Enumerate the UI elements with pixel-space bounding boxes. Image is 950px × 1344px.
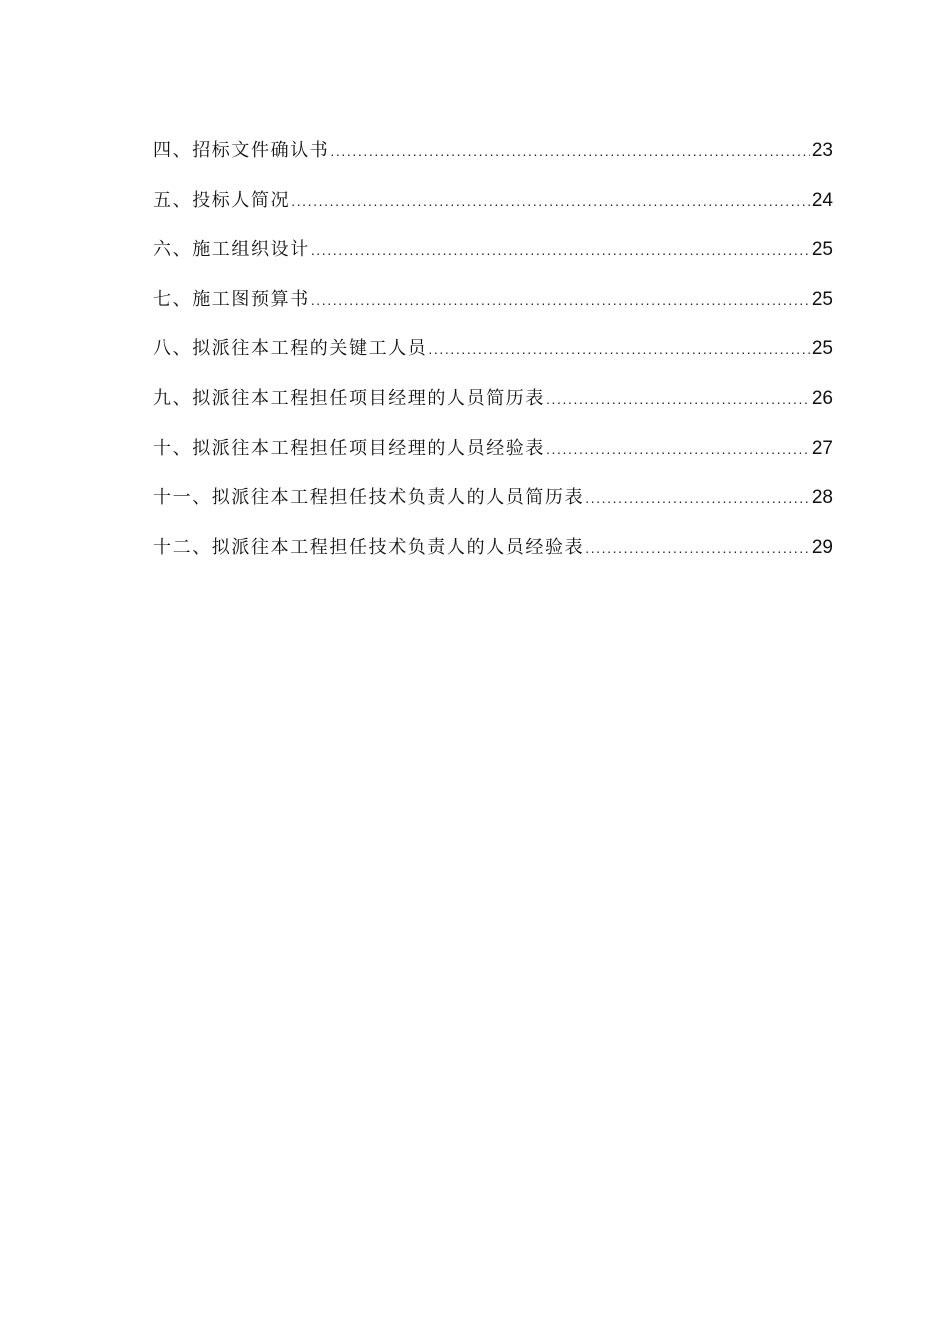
- toc-dot-leader: [311, 232, 810, 268]
- toc-dot-leader: [585, 480, 810, 516]
- toc-dot-leader: [546, 381, 810, 417]
- toc-page-number: 29: [811, 536, 833, 558]
- toc-page-number: 28: [811, 487, 833, 509]
- toc-entry-5[interactable]: [153, 183, 833, 233]
- toc-dot-leader: [330, 133, 809, 169]
- toc-entry-title: 五、投标人简况: [153, 189, 291, 211]
- toc-entry-11[interactable]: [153, 480, 833, 530]
- toc-entry-title: 七、施工图预算书: [153, 288, 310, 310]
- toc-page-number: 25: [811, 239, 833, 261]
- toc-entry-title: 九、拟派往本工程担任项目经理的人员简历表: [153, 387, 545, 409]
- table-of-contents: [153, 133, 833, 579]
- toc-entry-9[interactable]: [153, 381, 833, 431]
- toc-dot-leader: [428, 331, 809, 367]
- toc-entry-title: 十二、拟派往本工程担任技术负责人的人员经验表: [153, 536, 585, 558]
- toc-page-number: 27: [811, 437, 833, 459]
- toc-page-number: 25: [811, 338, 833, 360]
- toc-dot-leader: [311, 282, 810, 318]
- toc-entry-12[interactable]: [153, 530, 833, 580]
- toc-entry-6[interactable]: [153, 232, 833, 282]
- toc-entry-4[interactable]: [153, 133, 833, 183]
- toc-dot-leader: [291, 183, 810, 219]
- toc-page-number: 24: [811, 189, 833, 211]
- toc-dot-leader: [546, 431, 810, 467]
- toc-entry-title: 八、拟派往本工程的关键工人员: [153, 338, 428, 360]
- toc-entry-8[interactable]: [153, 331, 833, 381]
- toc-entry-title: 十一、拟派往本工程担任技术负责人的人员简历表: [153, 487, 585, 509]
- toc-page-number: 26: [811, 387, 833, 409]
- toc-entry-title: 四、招标文件确认书: [153, 140, 330, 161]
- toc-dot-leader: [585, 530, 810, 566]
- toc-entry-7[interactable]: [153, 282, 833, 332]
- toc-entry-10[interactable]: [153, 431, 833, 481]
- toc-page-number: 25: [811, 288, 833, 310]
- toc-page-number: 23: [811, 140, 833, 161]
- toc-entry-title: 六、施工组织设计: [153, 239, 310, 261]
- toc-entry-title: 十、拟派往本工程担任项目经理的人员经验表: [153, 437, 545, 459]
